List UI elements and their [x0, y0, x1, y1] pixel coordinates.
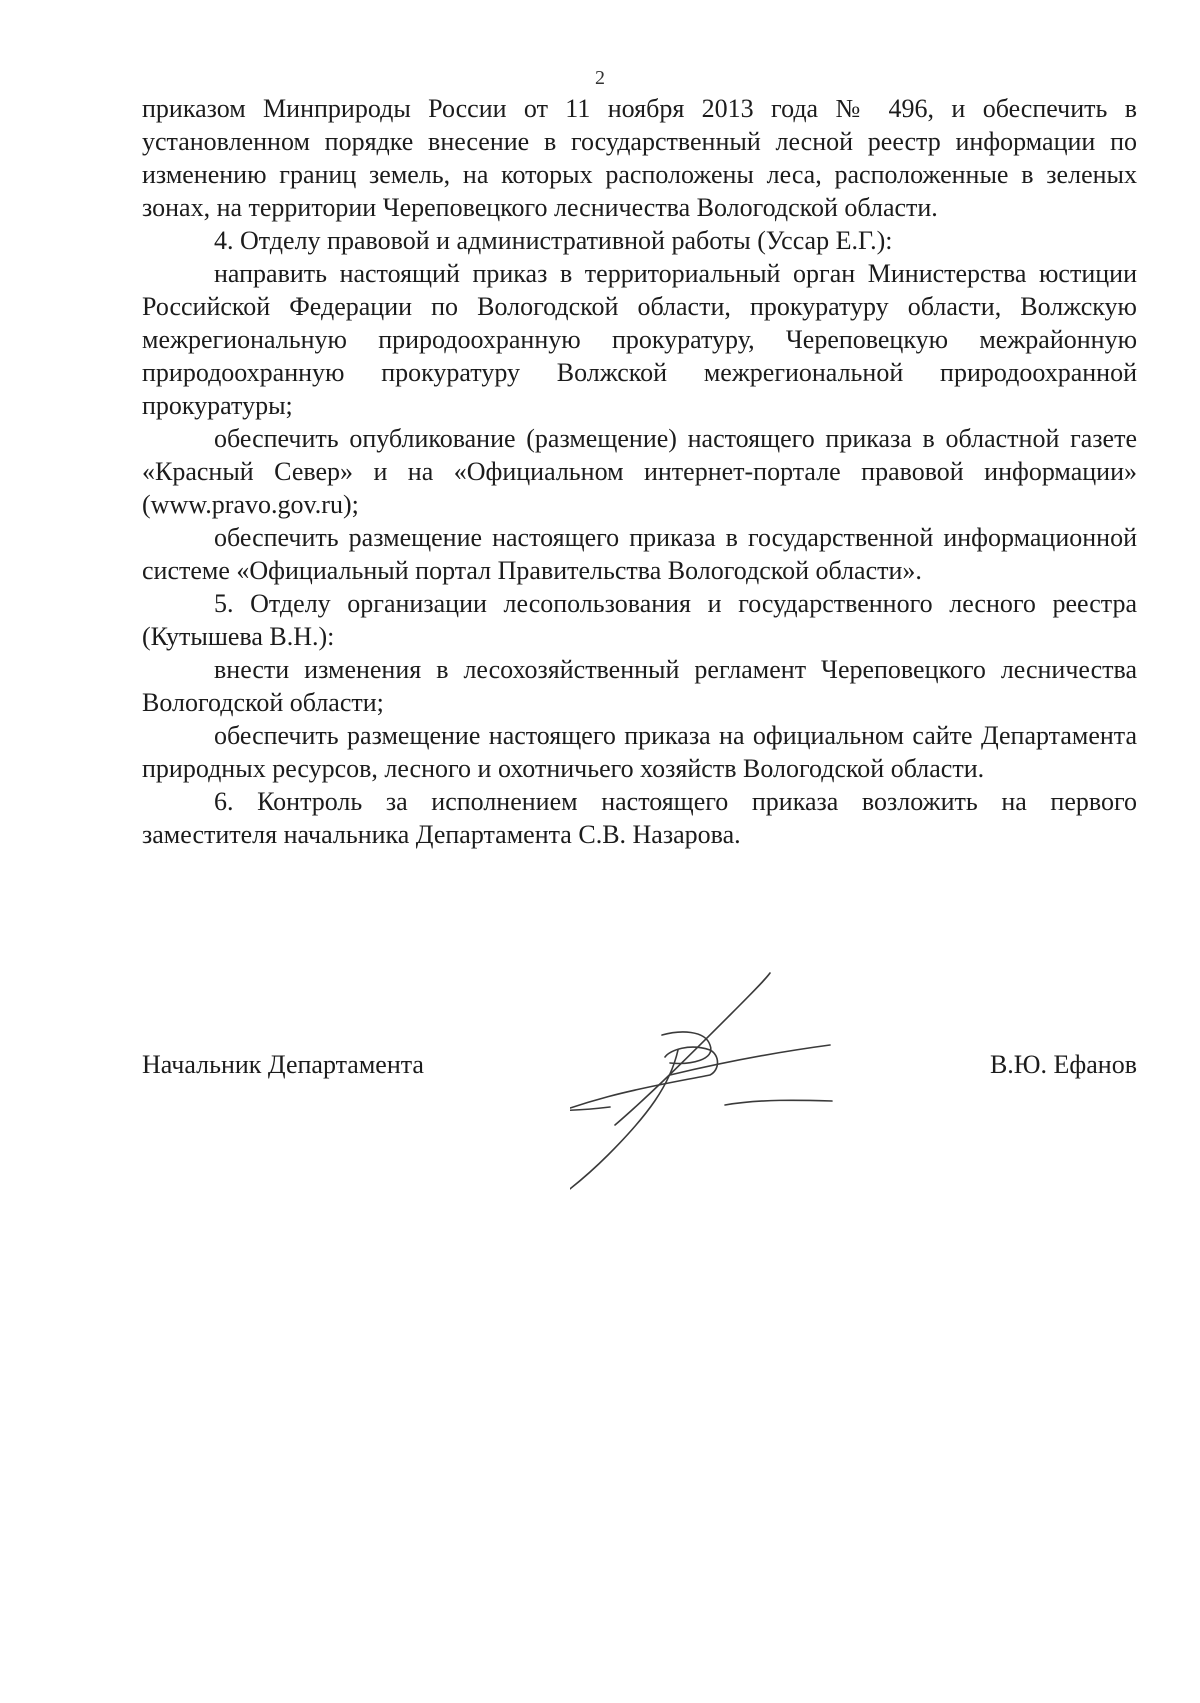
document-body — [142, 92, 1137, 851]
paragraph-continuation: приказом Минприроды России от 11 ноября 2013 года № 496, и обеспечить в установленном порядке внесение в государственный лесной реестр информации по изменению границ земель, на которых расположены леса, расположенные в зеленых зонах, на территории Череповецкого лесничества Вологодской области. — [142, 94, 1137, 222]
signer-name: В.Ю. Ефанов — [989, 1050, 1137, 1079]
paragraph-item-4-portal: обеспечить размещение настоящего приказа в государственной информационной системе «Официальный портал Правительства Вологодской области». — [142, 523, 1137, 585]
paragraph-item-4-send: направить настоящий приказ в территориальный орган Министерства юстиции Российской Федерации по Вологодской области, прокуратуру области, Волжскую межрегиональную природоохранную прокуратуру, Череповецкую межрайонную природоохранную прокуратуру Волжской межрегиональной природоохранной прокуратуры; — [142, 259, 1137, 420]
paragraph-item-4-publish: обеспечить опубликование (размещение) настоящего приказа в областной газете «Красный Север» и на «Официальном интернет-портале правовой информации» (www.pravo.gov.ru); — [142, 424, 1137, 519]
paragraph-item-5-regulation: внести изменения в лесохозяйственный регламент Череповецкого лесничества Вологодской области; — [142, 655, 1137, 717]
signature-block — [142, 1048, 1137, 1082]
paragraph-item-5-website: обеспечить размещение настоящего приказа на официальном сайте Департамента природных ресурсов, лесного и охотничьего хозяйств Вологодской области. — [142, 721, 1137, 783]
paragraph-item-6: 6. Контроль за исполнением настоящего приказа возложить на первого заместителя начальника Департамента С.В. Назарова. — [142, 787, 1137, 849]
paragraph-item-4: 4. Отделу правовой и административной работы (Уссар Е.Г.): — [214, 226, 893, 255]
handwritten-signature — [570, 935, 910, 1235]
signer-position: Начальник Департамента — [142, 1050, 424, 1079]
paragraph-item-5: 5. Отделу организации лесопользования и государственного лесного реестра (Кутышева В.Н.): — [142, 589, 1137, 651]
page-number: 2 — [595, 67, 605, 89]
